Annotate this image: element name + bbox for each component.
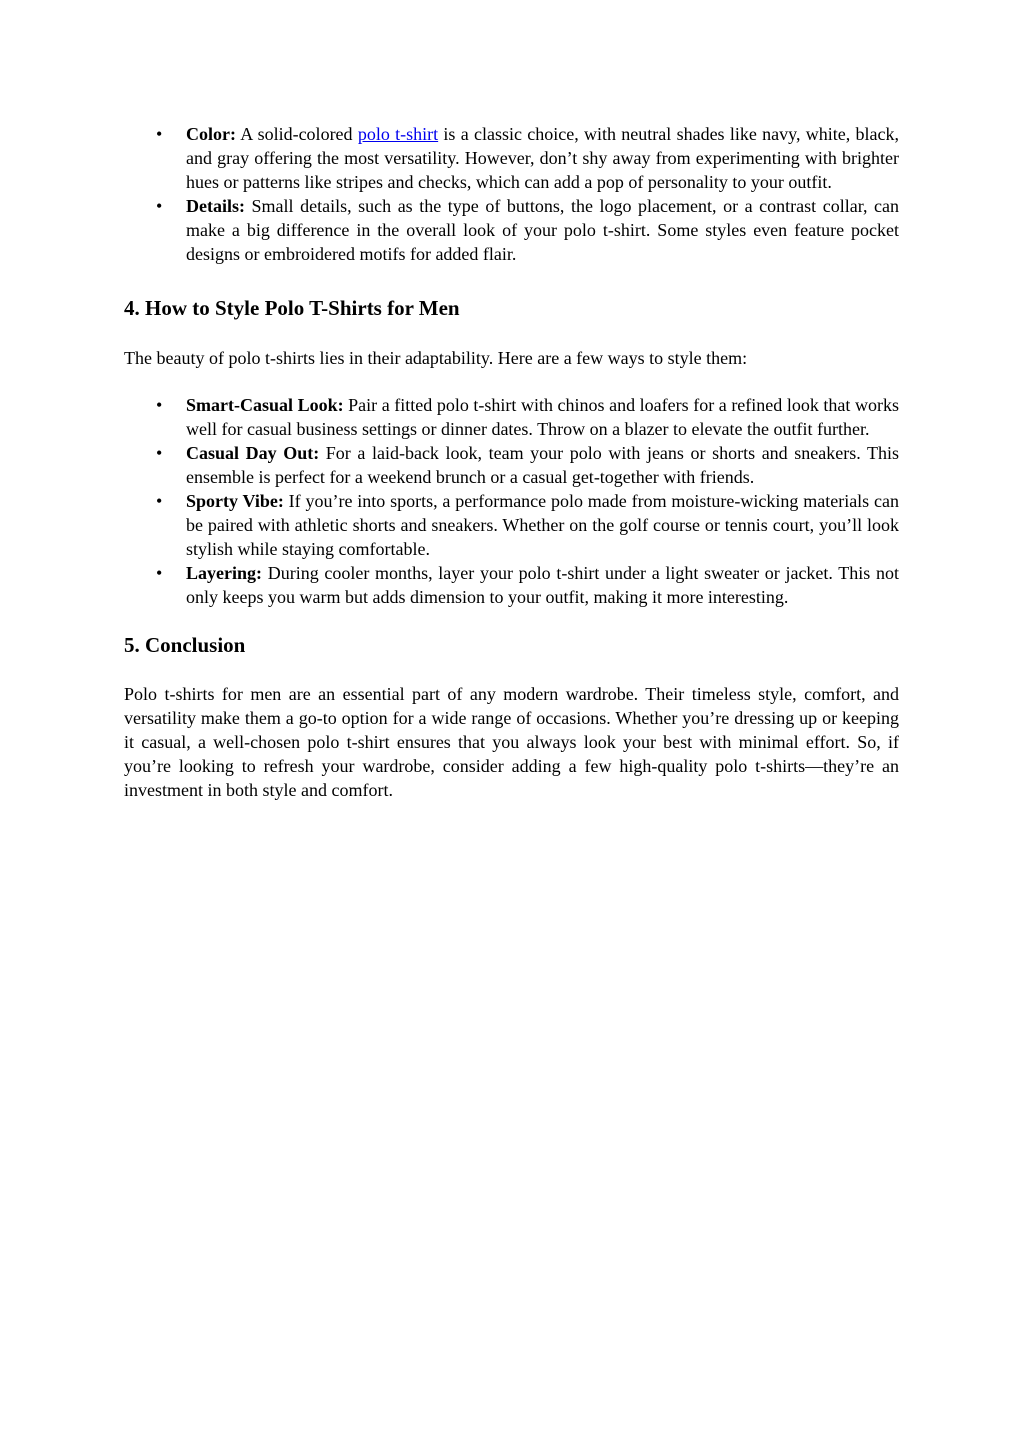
list-item-text: For a laid-back look, team your polo with jeans or shorts and sneakers. This ensemble is perfect for a weekend brunch or a casual get-together with friends. [186,443,900,487]
feature-list [124,122,899,266]
bullet-icon: • [156,563,163,583]
list-item-term: Color: [186,124,236,144]
bullet-icon: • [156,491,163,511]
list-item-term: Smart-Casual Look: [186,395,344,415]
list-item-text: During cooler months, layer your polo t-shirt under a light sweater or jacket. This not only keeps you warm but adds dimension to your outfit, making it more interesting. [186,563,899,607]
list-item-sporty-vibe [124,489,899,561]
section-heading-style: 4. How to Style Polo T-Shirts for Men [124,296,460,320]
list-item-casual-day-out [124,441,899,489]
polo-tshirt-link[interactable]: polo t-shirt [357,124,439,144]
bullet-icon: • [156,443,163,463]
document-page [124,122,899,802]
section-intro: The beauty of polo t-shirts lies in their adaptability. Here are a few ways to style them: [124,348,748,368]
list-item-layering [124,561,899,609]
list-item-term: Sporty Vibe: [186,491,284,511]
list-item-text: Pair a fitted polo t-shirt with chinos and loafers for a refined look that works well for casual business settings or dinner dates. Throw on a blazer to elevate the outfit further. [186,395,899,439]
list-item-text: Small details, such as the type of buttons, the logo placement, or a contrast collar, can make a big difference in the overall look of your polo t-shirt. Some styles even feature pocket designs or embroidered motifs for added flair. [186,196,899,264]
bullet-icon: • [156,196,163,216]
list-item-text: If you’re into sports, a performance polo made from moisture-wicking materials can be paired with athletic shorts and sneakers. Whether on the golf course or tennis court, you’ll look stylish while staying comfortable. [186,491,899,559]
list-item-smart-casual [124,393,899,441]
list-item-term: Details: [186,196,245,216]
style-list [124,393,899,609]
bullet-icon: • [156,124,163,144]
section-heading-conclusion: 5. Conclusion [124,633,246,657]
list-item-term: Casual Day Out: [186,443,320,463]
list-item-color [124,122,899,194]
list-item-details [124,194,899,266]
conclusion-paragraph: Polo t-shirts for men are an essential part of any modern wardrobe. Their timeless style, comfort, and versatility make them a go-to option for a wide range of occasions. Whether you’re dressing up or keeping it casual, a well-chosen polo t-shirt ensures that you always look your best with minimal effort. So, if you’re looking to refresh your wardrobe, consider adding a few high-quality polo t-shirts—they’re an investment in both style and comfort. [124,684,899,800]
list-item-text: A solid-colored [235,124,358,144]
list-item-text: is a classic choice, with neutral shades like navy, white, black, and gray offering the most versatility. However, don’t shy away from experimenting with brighter hues or patterns like stripes and checks, which can add a pop of personality to your outfit. [186,124,899,192]
bullet-icon: • [156,395,163,415]
list-item-term: Layering: [186,563,262,583]
